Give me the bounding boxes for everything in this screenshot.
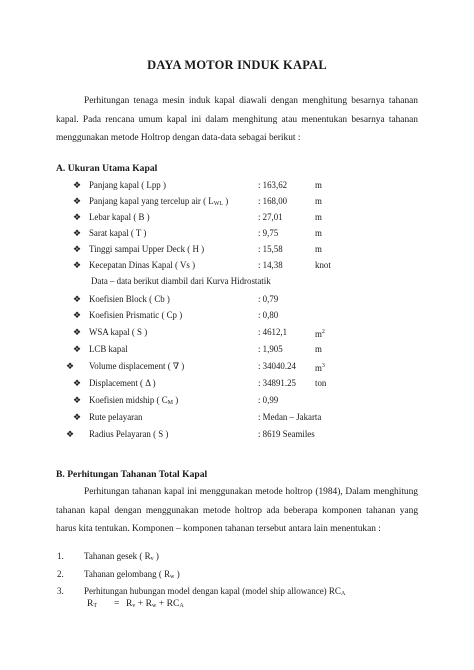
list-item [0, 409, 474, 425]
item-unit: $m^2$ [315, 329, 325, 339]
formula-equals: = [114, 598, 120, 609]
list-item [0, 193, 474, 209]
item-value: : 15,58 [258, 244, 283, 254]
item-value: : 168,00 [258, 196, 288, 206]
list-item [0, 569, 474, 583]
diamond-bullet-icon: ❖ [73, 412, 82, 422]
formula-lhs: RT [87, 598, 98, 609]
diamond-bullet-icon: ❖ [73, 378, 82, 388]
list-item [0, 324, 474, 340]
list-item [0, 375, 474, 391]
item-number: 1. [57, 551, 64, 561]
item-label: Koefisien Prismatic ( Cp ) [89, 310, 183, 320]
item-text: Tahanan gesek ( Rv ) [84, 551, 159, 562]
item-value: : 0,79 [258, 294, 279, 304]
diamond-bullet-icon: ❖ [73, 212, 82, 222]
list-item [0, 307, 474, 323]
item-label: Panjang kapal ( Lpp ) [89, 180, 166, 190]
item-value: : 0,80 [258, 310, 279, 320]
diamond-bullet-icon: ❖ [73, 260, 82, 270]
item-label: LCB kapal [89, 344, 128, 354]
item-label: Koefisien Block ( Cb ) [89, 294, 170, 304]
list-item [0, 586, 474, 600]
list-item [0, 241, 474, 257]
section-b-heading: B. Perhitungan Tahanan Total Kapal [56, 469, 208, 480]
diamond-bullet-icon: ❖ [73, 294, 82, 304]
formula-rhs: Rv + Rw + RCA [126, 598, 184, 609]
diamond-bullet-icon: ❖ [66, 361, 75, 371]
diamond-bullet-icon: ❖ [73, 327, 82, 337]
item-number: 3. [57, 586, 64, 596]
section-b-paragraph [56, 483, 418, 539]
list-item [0, 209, 474, 225]
item-unit: m [315, 344, 322, 354]
item-label: Displacement ( Δ ) [89, 378, 156, 388]
list-item [0, 358, 474, 374]
item-value: : 9,75 [258, 228, 279, 238]
list-item [0, 341, 474, 357]
list-item [0, 257, 474, 273]
item-unit: knot [315, 260, 331, 270]
item-value: : Medan – Jakarta [258, 412, 322, 422]
item-text: Perhitungan hubungan model dengan kapal (model ship allowance) RCA [84, 586, 346, 597]
item-number: 2. [57, 569, 64, 579]
diamond-bullet-icon: ❖ [73, 344, 82, 354]
item-unit: m [315, 212, 322, 222]
intro-text: Perhitungan tenaga mesin induk kapal diawali dengan menghitung besarnya tahanan kapal. Pada rencana umum kapal ini dalam menghitung atau menentukan besarnya tahanan menggunakan metode Holtrop dengan data-data sebagai berikut : [56, 96, 418, 144]
list-item [0, 177, 474, 193]
diamond-bullet-icon: ❖ [73, 310, 82, 320]
item-label: Koefisien midship ( CM ) [89, 395, 179, 406]
section-b-text: Perhitungan tahanan kapal ini menggunakan metode holtrop (1984), Dalam menghitung tahanan kapal dengan menggunakan metode holtrop ada beberapa komponen tahanan yang harus kita tentukan. Komponen – komponen tahanan tersebut antara lain menentukan : [56, 487, 418, 535]
diamond-bullet-icon: ❖ [73, 228, 82, 238]
item-text: Tahanan gelombang ( Rw ) [84, 569, 180, 580]
item-value: : 1,905 [258, 344, 283, 354]
item-value: : 27,01 [258, 212, 283, 222]
item-value: : 4612,1 [258, 327, 288, 337]
item-value: : 14,38 [258, 260, 283, 270]
item-label: Sarat kapal ( T ) [89, 228, 147, 238]
intro-paragraph [56, 92, 418, 148]
list-item [0, 392, 474, 408]
item-value: : 0,99 [258, 395, 279, 405]
diamond-bullet-icon: ❖ [73, 180, 82, 190]
item-unit: m [315, 228, 322, 238]
section-a-heading: A. Ukuran Utama Kapal [56, 163, 158, 174]
item-value: : 34040.24 [258, 361, 296, 371]
item-label: WSA kapal ( S ) [89, 327, 148, 337]
item-unit: ton [315, 378, 327, 388]
item-unit: m [315, 180, 322, 190]
item-label: Lebar kapal ( B ) [89, 212, 150, 222]
item-label: Rute pelayaran [89, 412, 143, 422]
list-item [0, 426, 474, 442]
list-item [0, 291, 474, 307]
diamond-bullet-icon: ❖ [66, 429, 75, 439]
item-label: Tinggi sampai Upper Deck ( H ) [89, 244, 205, 254]
item-value: : 163,62 [258, 180, 288, 190]
diamond-bullet-icon: ❖ [73, 244, 82, 254]
hydrostatic-note: Data – data berikut diambil dari Kurva Hidrostatik [91, 276, 271, 286]
item-unit: $m^3$ [315, 363, 325, 373]
item-label: Kecepatan Dinas Kapal ( Vs ) [89, 260, 196, 270]
item-unit: m [315, 196, 322, 206]
item-value: : 34891.25 [258, 378, 296, 388]
item-label: Volume displacement ( ∇ ) [89, 361, 185, 371]
list-item [0, 551, 474, 565]
item-label: Panjang kapal yang tercelup air ( LWL ) [89, 196, 229, 207]
item-unit: m [315, 244, 322, 254]
diamond-bullet-icon: ❖ [73, 196, 82, 206]
item-value: : 8619 Seamiles [258, 429, 315, 439]
list-item [0, 225, 474, 241]
item-label: Radius Pelayaran ( S ) [89, 429, 169, 439]
page-title: DAYA MOTOR INDUK KAPAL [147, 58, 327, 72]
diamond-bullet-icon: ❖ [73, 395, 82, 405]
